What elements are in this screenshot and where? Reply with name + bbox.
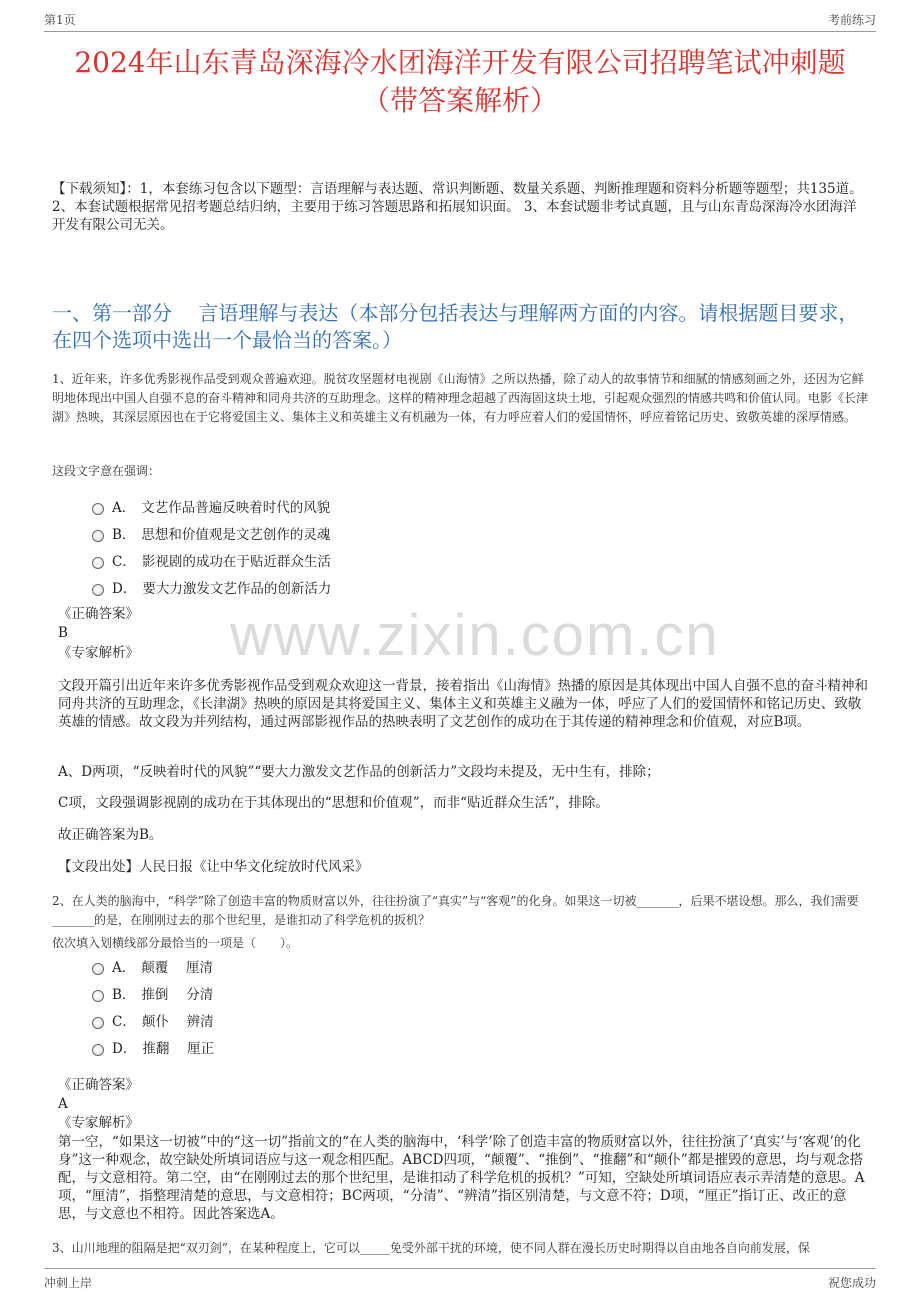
option-d[interactable] — [92, 1033, 214, 1060]
question-1-prompt: 这段文字意在强调： — [52, 464, 161, 478]
option-a[interactable] — [92, 952, 214, 979]
question-2-stem: 2、在人类的脑海中，“科学”除了创造丰富的物质财富以外，往往扮演了“真实”与“客观”的化身。如果这一切被_______，后果不堪设想。那么，我们需要_______的是，在刚刚过去的那个世纪里，是谁扣动了科学危机的扳机？ — [52, 894, 859, 927]
option-key: C． — [112, 553, 136, 570]
question-1-stem: 1、近年来，许多优秀影视作品受到观众普遍欢迎。脱贫攻坚题材电视剧《山海情》之所以热播，除了动人的故事情节和细腻的情感刻画之外，还因为它鲜明地体现出中国人自强不息的奋斗精神和同舟共济的互助理念。这样的精神理念超越了西海固这块土地，引起观众强烈的情感共鸣和价值认同。电影《长津湖》热映，其深层原因也在于它将爱国主义、集体主义和英雄主义有机融为一体，有力呼应着人们的爱国情怀，呼应着铭记历史、致敬英雄的深厚情感。 — [52, 372, 869, 424]
option-b[interactable] — [92, 519, 331, 546]
radio-icon[interactable] — [92, 530, 104, 542]
option-key: C． — [112, 1013, 136, 1030]
radio-icon[interactable] — [92, 1017, 104, 1029]
option-text: 文艺作品普遍反映着时代的风貌 — [141, 499, 331, 516]
analysis-paragraph: 文段开篇引出近年来许多优秀影视作品受到观众欢迎这一背景，接着指出《山海情》热播的原因是其体现出中国人自强不息的奋斗精神和同舟共济的互助理念，《长津湖》热映的原因是其将爱国主义、集体主义和英雄主义融为一体，呼应了人们的爱国情怀和铭记历史、致敬英雄的情感。故文段为并列结构，通过两部影视作品的热映表明了文艺创作的成功在于其传递的精神理念和价值观，对应B项。 — [58, 678, 868, 730]
question-1-options — [92, 492, 331, 600]
footer-right: 祝您成功 — [827, 1276, 876, 1290]
analysis-paragraph: 第一空，“如果这一切被”中的“这一切”指前文的“在人类的脑海中，‘科学’除了创造丰富的物质财富以外，往往扮演了‘真实’与‘客观’的化身”这一种观念，故空缺处所填词语应与这一观念相匹配。ABCD四项，“颠覆”、“推倒”、“推翻”和“颠仆”都是摧毁的意思，均与观念搭配，与文意相符。第二空，由“在刚刚过去的那个世纪里，是谁扣动了科学危机的扳机？”可知，空缺处所填词语应表示弄清楚的意思。A项，“厘清”，指整理清楚的意思，与文意相符；BC两项，“分清”、“辨清”指区别清楚，与文意不符；D项，“厘正”指订正、改正的意思，与文意也不相符。因此答案选A。 — [58, 1134, 865, 1222]
answer-label: 《正确答案》 — [58, 1077, 139, 1093]
analysis-paragraph: A、D两项，“反映着时代的风貌”“要大力激发文艺作品的创新活力”文段均未提及，无中生有，排除； — [58, 764, 660, 780]
answer-value: A — [58, 1096, 68, 1112]
question-2-prompt: 依次填入划横线部分最恰当的一项是（ ）。 — [52, 936, 299, 950]
section-heading: 一、第一部分 言语理解与表达（本部分包括表达与理解两方面的内容。请根据题目要求，在四个选项中选出一个最恰当的答案。） — [52, 301, 859, 352]
radio-icon[interactable] — [92, 557, 104, 569]
radio-icon[interactable] — [92, 584, 104, 596]
footer-left: 冲刺上岸 — [44, 1276, 93, 1290]
option-key: A． — [112, 959, 136, 976]
radio-icon[interactable] — [92, 503, 104, 515]
option-d[interactable] — [92, 573, 331, 600]
option-text: 要大力激发文艺作品的创新活力 — [142, 580, 332, 597]
answer-value: B — [58, 625, 68, 641]
header-label: 考前练习 — [827, 13, 876, 27]
option-key: D． — [112, 580, 137, 597]
option-key: B． — [112, 526, 136, 543]
question-3-stem: 3、山川地理的阻隔是把“双刃剑”，在某种程度上，它可以_____免受外部干扰的环境，使不同人群在漫长历史时期得以自由地各自向前发展，保 — [52, 1241, 810, 1255]
option-key: A． — [112, 499, 136, 516]
option-text: 推翻 厘正 — [142, 1040, 215, 1057]
radio-icon[interactable] — [92, 990, 104, 1002]
option-text: 颠仆 辨清 — [141, 1013, 214, 1030]
option-key: B． — [112, 986, 136, 1003]
analysis-label: 《专家解析》 — [58, 1115, 139, 1131]
radio-icon[interactable] — [92, 1044, 104, 1056]
option-text: 颠覆 厘清 — [141, 959, 214, 976]
page-title — [44, 44, 876, 120]
answer-label: 《正确答案》 — [58, 606, 139, 622]
option-c[interactable] — [92, 546, 331, 573]
download-notice: 【下载须知】：1，本套练习包含以下题型：言语理解与表达题、常识判断题、数量关系题、判断推理题和资料分析题等题型；共135道。 2、本套试题根据常见招考题总结归纳，主要用于练习答题思路和拓展知识面。 3、本套试题非考试真题，且与山东青岛深海冷水团海洋开发有限公司无关。 — [52, 181, 863, 233]
page-header — [44, 10, 876, 32]
title-line-2: （带答案解析） — [361, 84, 558, 117]
option-text: 影视剧的成功在于贴近群众生活 — [141, 553, 331, 570]
option-text: 思想和价值观是文艺创作的灵魂 — [141, 526, 331, 543]
analysis-paragraph: 故正确答案为B。 — [58, 827, 163, 843]
option-text: 推倒 分清 — [141, 986, 214, 1003]
option-b[interactable] — [92, 979, 214, 1006]
analysis-label: 《专家解析》 — [58, 645, 139, 661]
analysis-paragraph: C项，文段强调影视剧的成功在于其体现出的“思想和价值观”，而非“贴近群众生活”，排除。 — [58, 795, 609, 811]
source-note: 【文段出处】人民日报《让中华文化绽放时代风采》 — [58, 859, 369, 875]
option-a[interactable] — [92, 492, 331, 519]
watermark: www.zixin.com.cn — [230, 603, 720, 668]
radio-icon[interactable] — [92, 963, 104, 975]
option-key: D． — [112, 1040, 137, 1057]
page-number: 第1页 — [44, 13, 76, 27]
option-c[interactable] — [92, 1006, 214, 1033]
page-footer — [44, 1268, 876, 1292]
question-2-options — [92, 952, 214, 1060]
title-line-1: 2024年山东青岛深海冷水团海洋开发有限公司招聘笔试冲刺题 — [74, 46, 846, 79]
